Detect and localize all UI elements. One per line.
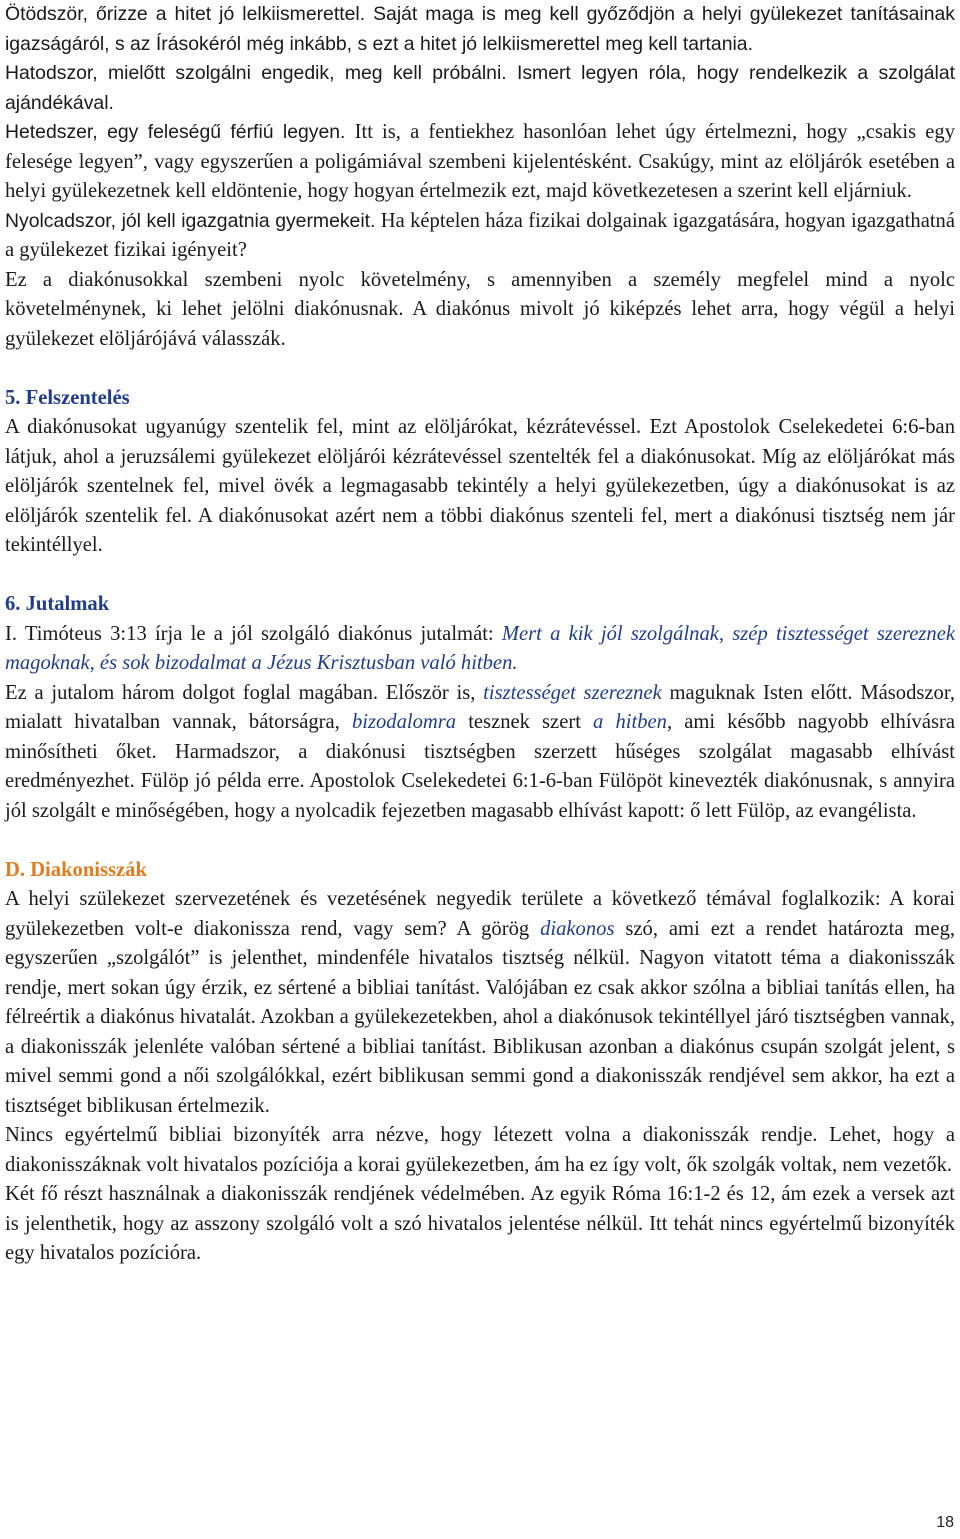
- scripture-quote: Mert a kik jól szolgálnak, szép tisztességet szereznek magoknak, és sok bizodalmat a Jézus Krisztusban való hitben.: [5, 622, 955, 674]
- emphasis-text: bizodalomra: [351, 711, 457, 733]
- paragraph-lead: Nyolcadszor, jól kell igazgatnia gyermekeit.: [5, 209, 376, 232]
- section-heading-rewards: [5, 590, 955, 620]
- spacer: [5, 561, 955, 591]
- paragraph-text: A diakónusokat ugyanúgy szentelik fel, mint az elöljárókat, kézrátevéssel. Ezt Apostolok Cselekedetei 6:6-ban látjuk, ahol a jeruzsálemi gyülekezet elöljárói kézrátevéssel szentelték fel a diakónusokat. Míg az elöljárókat más elöljárók szentelnek fel, mivel övék a legmagasabb tekintély a helyi gyülekezetben, úgy a diakónusokat is az elöljárók szentelik fel. A diakónusokat azért nem a többi diakónus szenteli fel, mert a diakónusi tisztség nem jár tekintéllyel.: [5, 416, 955, 556]
- spacer: [5, 826, 955, 856]
- paragraph-text: Hatodszor, mielőtt szolgálni engedik, meg kell próbálni. Ismert legyen róla, hogy rendelkezik a szolgálat ajándékával.: [5, 62, 955, 114]
- section-title: Diakonisszák: [30, 858, 147, 881]
- paragraph-rewards-quote: [5, 620, 955, 679]
- paragraph-deaconesses-intro: [5, 885, 955, 1121]
- paragraph-text: Nincs egyértelmű bibliai bizonyíték arra nézve, hogy létezett volna a diakonisszák rendje. Lehet, hogy a diakonisszáknak volt hivatalos pozíciója a korai gyülekezetben, ám ha ez így volt, ők szolgák voltak, nem vezetők.: [5, 1124, 955, 1176]
- paragraph-text: , ami később nagyobb elhívásra minősítheti őket. Harmadszor, a diakónusi tisztségben szerzett hűséges szolgálat magasabb elhívást eredményezhet. Fülöp jó példa erre. Apostolok Cselekedetei 6:1-6-ban Fülöpöt kinevezték diakónusnak, s annyira jól szolgált e minőségében, hogy a nyolcadik fejezetben magasabb elhívást kapott: ő lett Fülöp, az evangélista.: [5, 711, 955, 822]
- paragraph-text: Ha képtelen háza fizikai dolgainak igazgatására, hogyan igazgathatná a gyülekezet fizikai igényeit?: [5, 209, 955, 261]
- paragraph-text: Itt is, a fentiekhez hasonlóan lehet úgy értelmezni, hogy „csakis egy felesége legyen”, vagy egyszerűen a poligámiával szembeni kijelentésként. Csakúgy, mint az elöljárók esetében a helyi gyülekezetnek kell eldöntenie, hogy hogyan értelmezik ezt, majd következetesen a szerint kell eljárniuk.: [5, 121, 956, 202]
- emphasis-text: tisztességet szereznek: [483, 681, 662, 704]
- section-title: Felszentelés: [25, 386, 130, 409]
- paragraph-consecration: [5, 413, 955, 561]
- paragraph-text: Két fő részt használnak a diakonisszák rendjének védelmében. Az egyik Róma 16:1-2 és 12, ám ezek a versek azt is jelenthetik, hogy az asszony szolgáló volt a szó hivatalos jelentése nélkül. Itt tehát nincs egyértelmű bizonyíték egy hivatalos pozícióra.: [5, 1183, 955, 1264]
- paragraph-deaconesses-evidence: [5, 1121, 955, 1180]
- paragraph-rewards-explained: [5, 679, 955, 827]
- paragraph-text: I. Timóteus 3:13 írja le a jól szolgáló diakónus jutalmát:: [5, 622, 494, 645]
- paragraph-text: maguknak Isten előtt. Másodszor, mialatt hivatalban vannak, bátorságra,: [5, 681, 956, 733]
- paragraph-summary: [5, 266, 955, 355]
- paragraph-lead: Hetedszer, egy feleségű férfiú legyen.: [5, 121, 346, 143]
- document-page: [5, 0, 955, 1269]
- section-heading-consecration: [5, 384, 955, 414]
- paragraph-seventh: [5, 118, 955, 207]
- paragraph-fifth: [5, 0, 955, 59]
- spacer: [5, 354, 955, 384]
- page-number: 18: [936, 1514, 954, 1531]
- paragraph-sixth: [5, 59, 955, 118]
- paragraph-text: tesznek szert: [468, 711, 581, 733]
- section-letter: D.: [5, 858, 26, 881]
- paragraph-deaconesses-passages: [5, 1180, 955, 1269]
- section-number: 5.: [5, 386, 21, 409]
- paragraph-text: Ötödször, őrizze a hitet jó lelkiismerettel. Saját maga is meg kell győződjön a helyi gyülekezet tanításainak igazságáról, s az Írásokéról még inkább, s ezt a hitet jó lelkiismerettel meg kell tartania.: [5, 3, 955, 55]
- section-heading-deaconesses: [5, 856, 955, 886]
- paragraph-text: A helyi szülekezet szervezetének és vezetésének negyedik területe a következő témával foglalkozik: A korai gyülekezetben volt-e diakonissza rend, vagy sem? A görög: [5, 888, 955, 940]
- section-title: Jutalmak: [25, 593, 110, 615]
- paragraph-text: szó, ami ezt a rendet határozta meg, egyszerűen „szolgálót” is jelenthet, mindenféle hivatalos tisztség nélkül. Nagyon vitatott téma a diakonisszák rendje, mert sokan úgy érzik, ez sértené a bibliai tanítást. Valójában ez csak akkor szólna a bibliai tanítás ellen, ha félreértik a diakónus hivatalát. Azokban a gyülekezetekben, ahol a diakónusok tekintéllyel járó tisztségben vannak, a diakonisszák jelenléte valóban sértené a bibliai tanítást. Biblikusan azonban a diakónus csupán szolgát jelent, s mivel semmi gond a női szolgálókkal, ezért biblikusan semmi gond a diakonisszák rendjével sem akkor, ha ezt a tisztséget biblikusan értelmezik.: [5, 917, 956, 1117]
- paragraph-text: Ez a jutalom három dolgot foglal magában. Először is,: [5, 681, 476, 704]
- section-number: 6.: [5, 593, 21, 615]
- paragraph-text: Ez a diakónusokkal szembeni nyolc követelmény, s amennyiben a személy megfelel mind a nyolc követelménynek, ki lehet jelölni diakónusnak. A diakónus mivolt jó kiképzés lehet arra, hogy végül a helyi gyülekezet elöljárójává válasszák.: [5, 268, 955, 350]
- paragraph-eighth: [5, 207, 955, 266]
- emphasis-text: a hitben: [593, 711, 667, 733]
- emphasis-text: diakonos: [540, 917, 615, 940]
